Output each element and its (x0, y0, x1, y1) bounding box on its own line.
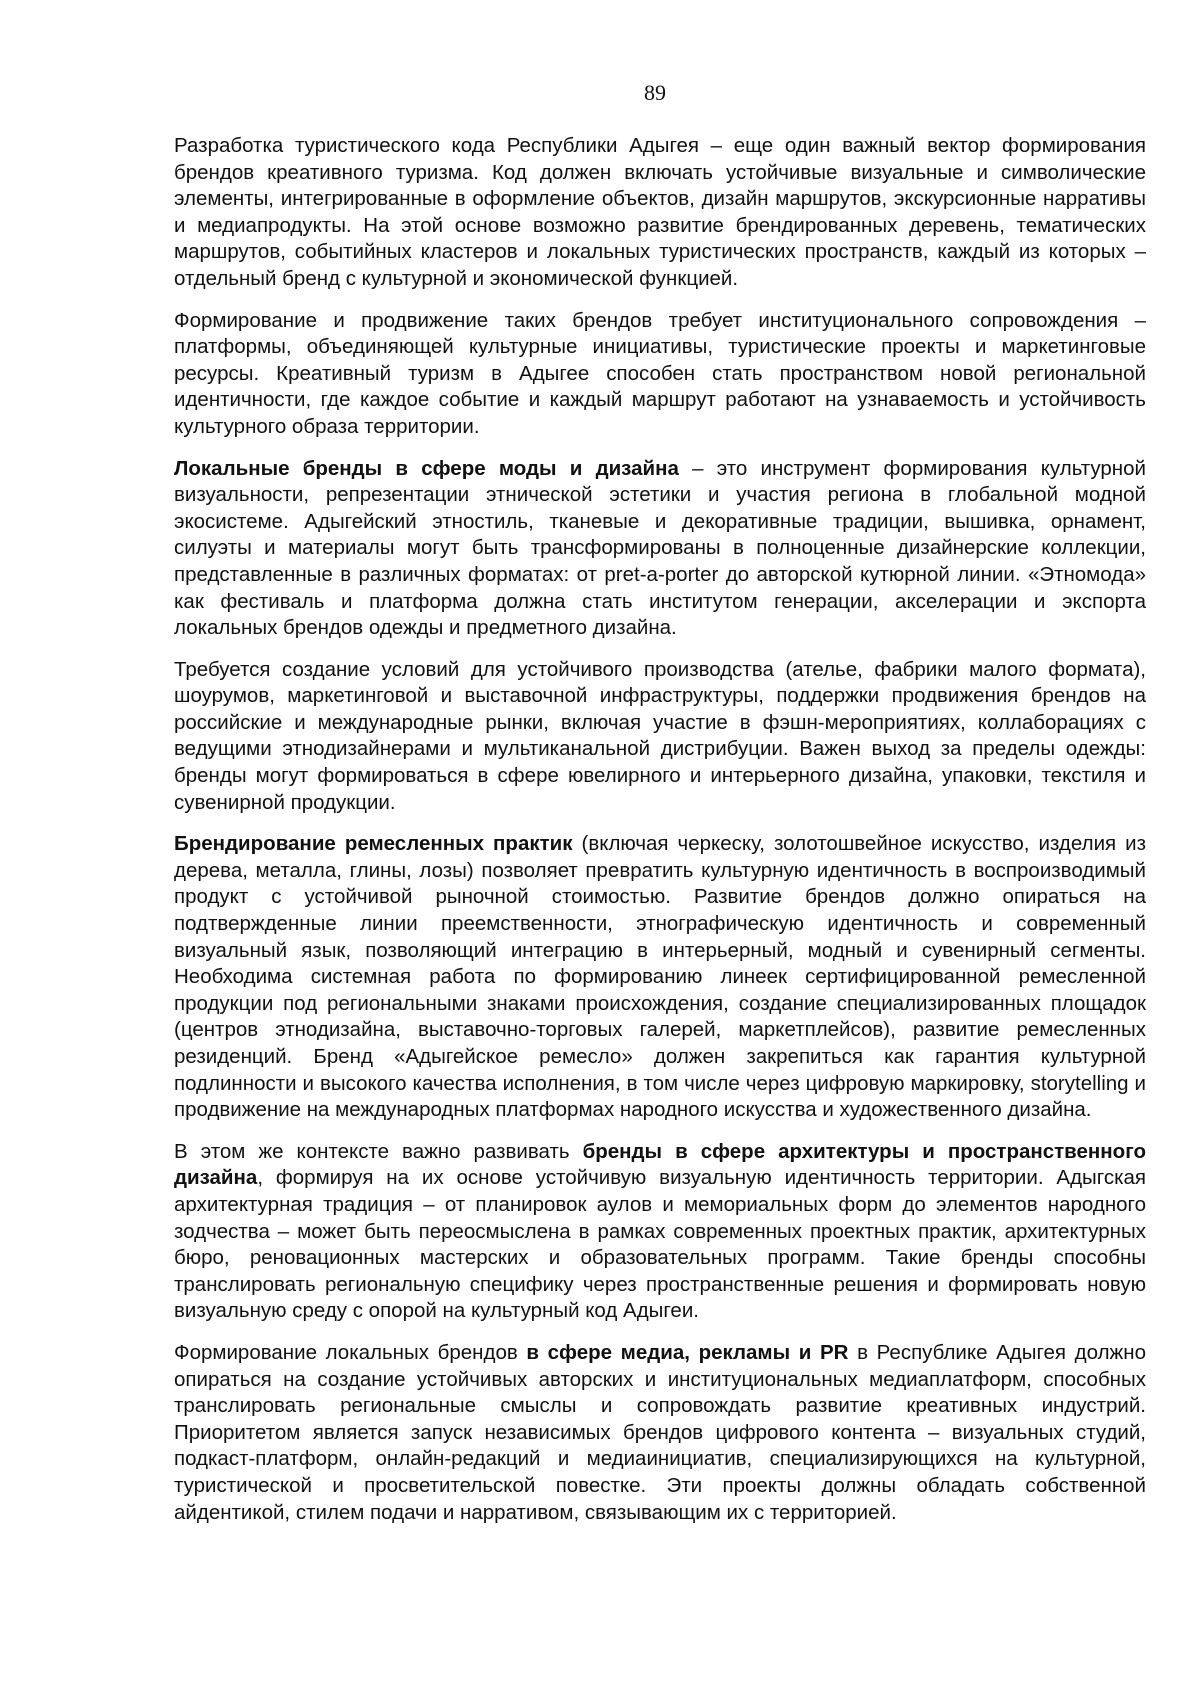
heading-fashion-design: Локальные бренды в сфере моды и дизайна (174, 456, 679, 480)
paragraph-media-pr-intro: Формирование локальных брендов (174, 1340, 527, 1364)
paragraph-architecture-intro: В этом же контексте важно развивать (174, 1139, 583, 1163)
page-number: 89 (644, 80, 666, 105)
paragraph-media-pr-text: в Республике Адыгея должно опираться на создание устойчивых авторских и институциональных медиаплатформ, способных транслировать региональные смыслы и сопровождать развитие креативных индустрий. Приоритетом является запуск независимых брендов цифрового контента – визуальных студий, подкаст-платформ, онлайн-редакций и медиаинициатив, специализирующихся на культурной, туристической и просветительской повестке. Эти проекты должны обладать собственной айдентикой, стилем подачи и нарративом, связывающим их с территорией. (174, 1340, 1146, 1524)
paragraph-institutional-support: Формирование и продвижение таких брендов требует институционального сопровождения – платформы, объединяющей культурные инициативы, туристические проекты и маркетинговые ресурсы. Креативный туризм в Адыгее способен стать пространством новой региональной идентичности, где каждое событие и каждый маршрут работают на узнаваемость и устойчивость культурного образа территории. (174, 308, 1146, 438)
paragraph-tourist-code: Разработка туристического кода Республики Адыгея – еще один важный вектор формирования брендов креативного туризма. Код должен включать устойчивые визуальные и символические элементы, интегрированные в оформление объектов, дизайн маршрутов, экскурсионные нарративы и медиапродукты. На этой основе возможно развитие брендированных деревень, тематических маршрутов, событийных кластеров и локальных туристических пространств, каждый из которых – отдельный бренд с культурной и экономической функцией. (174, 134, 1146, 290)
paragraph-architecture (174, 1139, 1146, 1325)
document-body (174, 133, 1146, 1541)
paragraph-fashion-design-text: – это инструмент формирования культурной визуальности, репрезентации этнической эстетики и участия региона в глобальной модной экосистеме. Адыгейский этностиль, тканевые и декоративные традиции, вышивка, орнамент, силуэты и материалы могут быть трансформированы в полноценные дизайнерские коллекции, представленные в различных форматах: от pret-a-porter до авторской кутюрной линии. «Этномода» как фестиваль и платформа должна стать институтом генерации, акселерации и экспорта локальных брендов одежды и предметного дизайна. (174, 456, 1146, 640)
heading-crafts-branding: Брендирование ремесленных практик (174, 832, 573, 856)
paragraph-architecture-text: , формируя на их основе устойчивую визуальную идентичность территории. Адыгская архитектурная традиция – от планировок аулов и мемориальных форм до элементов народного зодчества – может быть переосмыслена в рамках современных проектных практик, архитектурных бюро, реновационных мастерских и образовательных программ. Такие бренды способны транслировать региональную специфику через пространственные решения и формировать новую визуальную среду с опорой на культурный код Адыгеи. (174, 1166, 1146, 1323)
heading-media-pr: в сфере медиа, рекламы и PR (526, 1340, 849, 1364)
paragraph-production-conditions: Требуется создание условий для устойчивого производства (ателье, фабрики малого формата), шоурумов, маркетинговой и выставочной инфраструктуры, поддержки продвижения брендов на российские и международные рынки, включая участие в фэшн-мероприятиях, коллаборациях с ведущими этнодизайнерами и мультиканальной дистрибуции. Важен выход за пределы одежды: бренды могут формироваться в сфере ювелирного и интерьерного дизайна, упаковки, текстиля и сувенирной продукции. (174, 657, 1146, 814)
paragraph-crafts-branding (174, 831, 1146, 1124)
paragraph-fashion-design (174, 456, 1146, 642)
paragraph-crafts-branding-text: (включая черкеску, золотошвейное искусство, изделия из дерева, металла, глины, лозы) позволяет превратить культурную идентичность в воспроизводимый продукт с устойчивой рыночной стоимостью. Развитие брендов должно опираться на подтвержденные линии преемственности, этнографическую идентичность и современный визуальный язык, позволяющий интеграцию в интерьерный, модный и сувенирный сегменты. Необходима системная работа по формированию линеек сертифицированной ремесленной продукции под региональными знаками происхождения, создание специализированных площадок (центров этнодизайна, выставочно-торговых галерей, маркетплейсов), развитие ремесленных резиденций. Бренд «Адыгейское ремесло» должен закрепиться как гарантия культурной подлинности и высокого качества исполнения, в том числе через цифровую маркировку, storytelling и продвижение на международных платформах народного искусства и художественного дизайна. (174, 832, 1146, 1122)
paragraph-media-pr (174, 1340, 1146, 1526)
heading-architecture: бренды в сфере архитектуры и пространственного дизайна (174, 1139, 1146, 1190)
